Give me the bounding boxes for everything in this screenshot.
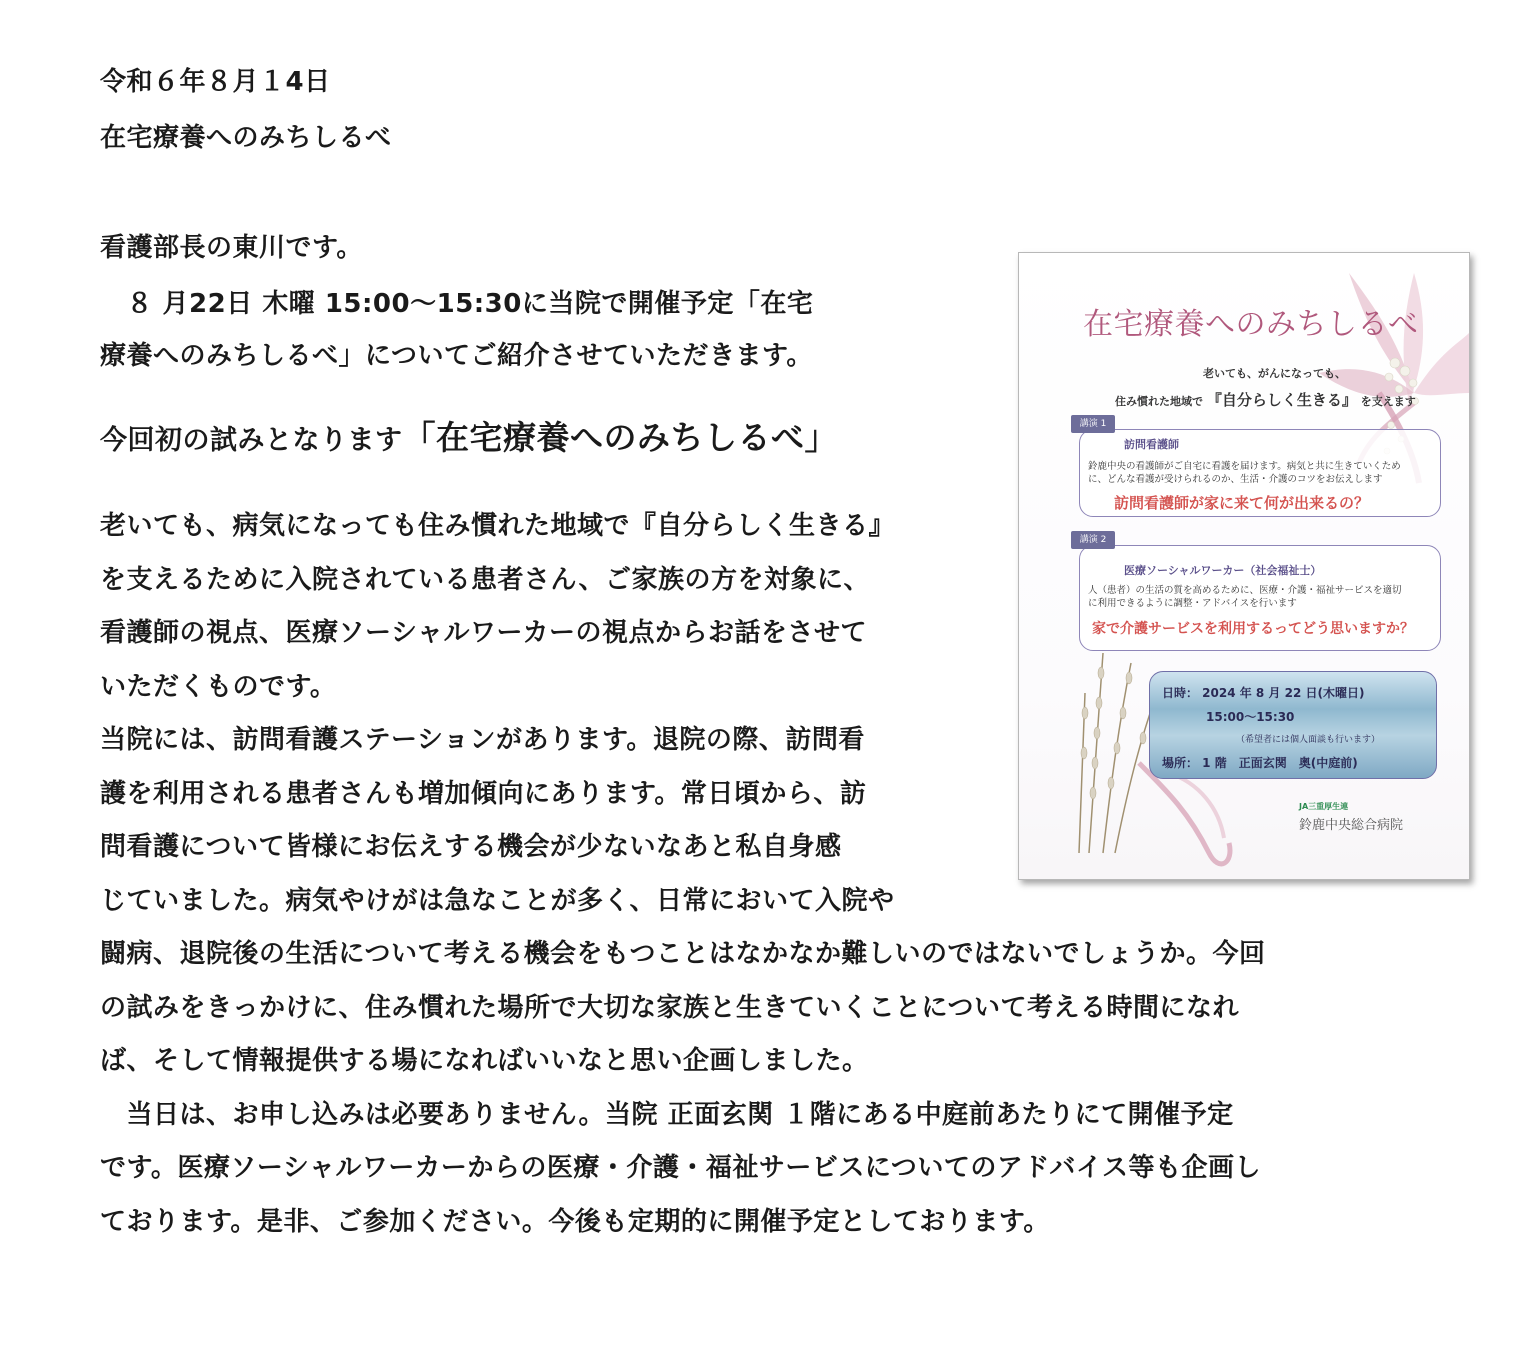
greeting-line: 看護部長の東川です。 [100, 233, 363, 263]
talk-2-tag: 講演 2 [1071, 531, 1115, 549]
flyer-title: 在宅療養へのみちしるべ [1083, 307, 1419, 342]
document-date: 令和６年８月１4日 [100, 67, 331, 97]
body-line: 老いても、病気になっても住み慣れた地域で『自分らしく生きる』 [100, 511, 896, 541]
talk-1-tag: 講演 1 [1071, 415, 1115, 433]
body-line: じていました。病気やけがは急なことが多く、日常において入院や [100, 885, 895, 916]
body-line: 護を利用される患者さんも増加傾向にあります。常日頃から、訪 [100, 778, 867, 809]
talk-2-heading: 医療ソーシャルワーカー（社会福祉士） [1124, 564, 1322, 577]
talk-1-desc: 鈴鹿中央の看護師がご自宅に看護を届けます。病気と共に生きていくため [1088, 461, 1401, 472]
ja-label: JA三重厚生連 [1299, 802, 1349, 811]
talk-1-box [1079, 429, 1441, 517]
event-note: （希望者には個人面談も行います） [1236, 735, 1381, 745]
headline-emphasis: 「在宅療養へのみちしるべ」 [402, 418, 838, 457]
flyer-subtitle-1: 老いても、がんになっても、 [1203, 367, 1346, 380]
flyer-subtitle-suffix: を支えます [1360, 395, 1416, 408]
headline-prefix: 今回初の試みとなります [100, 425, 403, 456]
hospital-name: 鈴鹿中央総合病院 [1299, 818, 1404, 833]
body-line: 闘病、退院後の生活について考える機会をもつことはなかなか難しいのではないでしょうか。今回 [100, 939, 1266, 969]
flyer-subtitle-2 [1115, 389, 1416, 410]
body-line: 当院には、訪問看護ステーションがあります。退院の際、訪問看 [100, 725, 865, 755]
event-time: 15:00～15:30 [1206, 710, 1295, 724]
talk-1-question: 訪問看護師が家に来て何が出来るの？ [1114, 494, 1370, 512]
body-line: ております。是非、ご参加ください。今後も定期的に開催予定としております。 [100, 1206, 1050, 1237]
intro-line: 療養へのみちしるべ」についてご紹介させていただきます。 [100, 341, 813, 371]
intro-line: ８ 月22日 木曜 15:00～15:30に当院で開催予定「在宅 [100, 289, 814, 319]
body-line: の試みをきっかけに、住み慣れた場所で大切な家族と生きていくことについて考える時間になれ [100, 992, 1239, 1023]
flyer-subtitle-prefix: 住み慣れた地域で [1115, 395, 1203, 408]
body-line: いただくものです。 [100, 671, 337, 702]
body-line: 問看護について皆様にお伝えする機会が少ないなあと私自身感 [100, 832, 842, 862]
event-flyer-image [1018, 252, 1470, 880]
hospital-logo [1299, 801, 1403, 833]
talk-2-desc: 人（患者）の生活の質を高めるために、医療・介護・福祉サービスを適切 [1088, 585, 1402, 596]
talk-2-box [1079, 545, 1441, 651]
body-line: です。医療ソーシャルワーカーからの医療・介護・福祉サービスについてのアドバイス等も企画し [100, 1153, 1262, 1183]
talk-2-desc: に利用できるように調整・アドバイスを行います [1088, 598, 1297, 609]
event-info-box [1149, 671, 1437, 779]
event-date: 日時： 2024 年 8 月 22 日(木曜日) [1162, 686, 1365, 700]
event-place: 場所： 1 階 正面玄関 奥(中庭前) [1162, 756, 1358, 770]
body-line: ば、そして情報提供する場になればいいなと思い企画しました。 [100, 1046, 869, 1076]
talk-1-desc: に、どんな看護が受けられるのか、生活・介護のコツをお伝えします [1088, 474, 1383, 485]
body-line: を支えるために入院されている患者さん、ご家族の方を対象に、 [100, 564, 871, 595]
talk-1-heading: 訪問看護師 [1124, 438, 1179, 451]
flyer-subtitle-emphasis: 『自分らしく生きる』 [1206, 391, 1357, 409]
document-title: 在宅療養へのみちしるべ [100, 123, 392, 153]
intro-paragraph [100, 278, 813, 382]
headline [100, 412, 838, 467]
talk-2-question: 家で介護サービスを利用するってどう思いますか？ [1092, 621, 1414, 637]
body-line: 看護師の視点、医療ソーシャルワーカーの視点からお話をさせて [100, 618, 867, 648]
body-line: 当日は、お申し込みは必要ありません。当院 正面玄関 １階にある中庭前あたりにて開催予定 [100, 1099, 1234, 1130]
